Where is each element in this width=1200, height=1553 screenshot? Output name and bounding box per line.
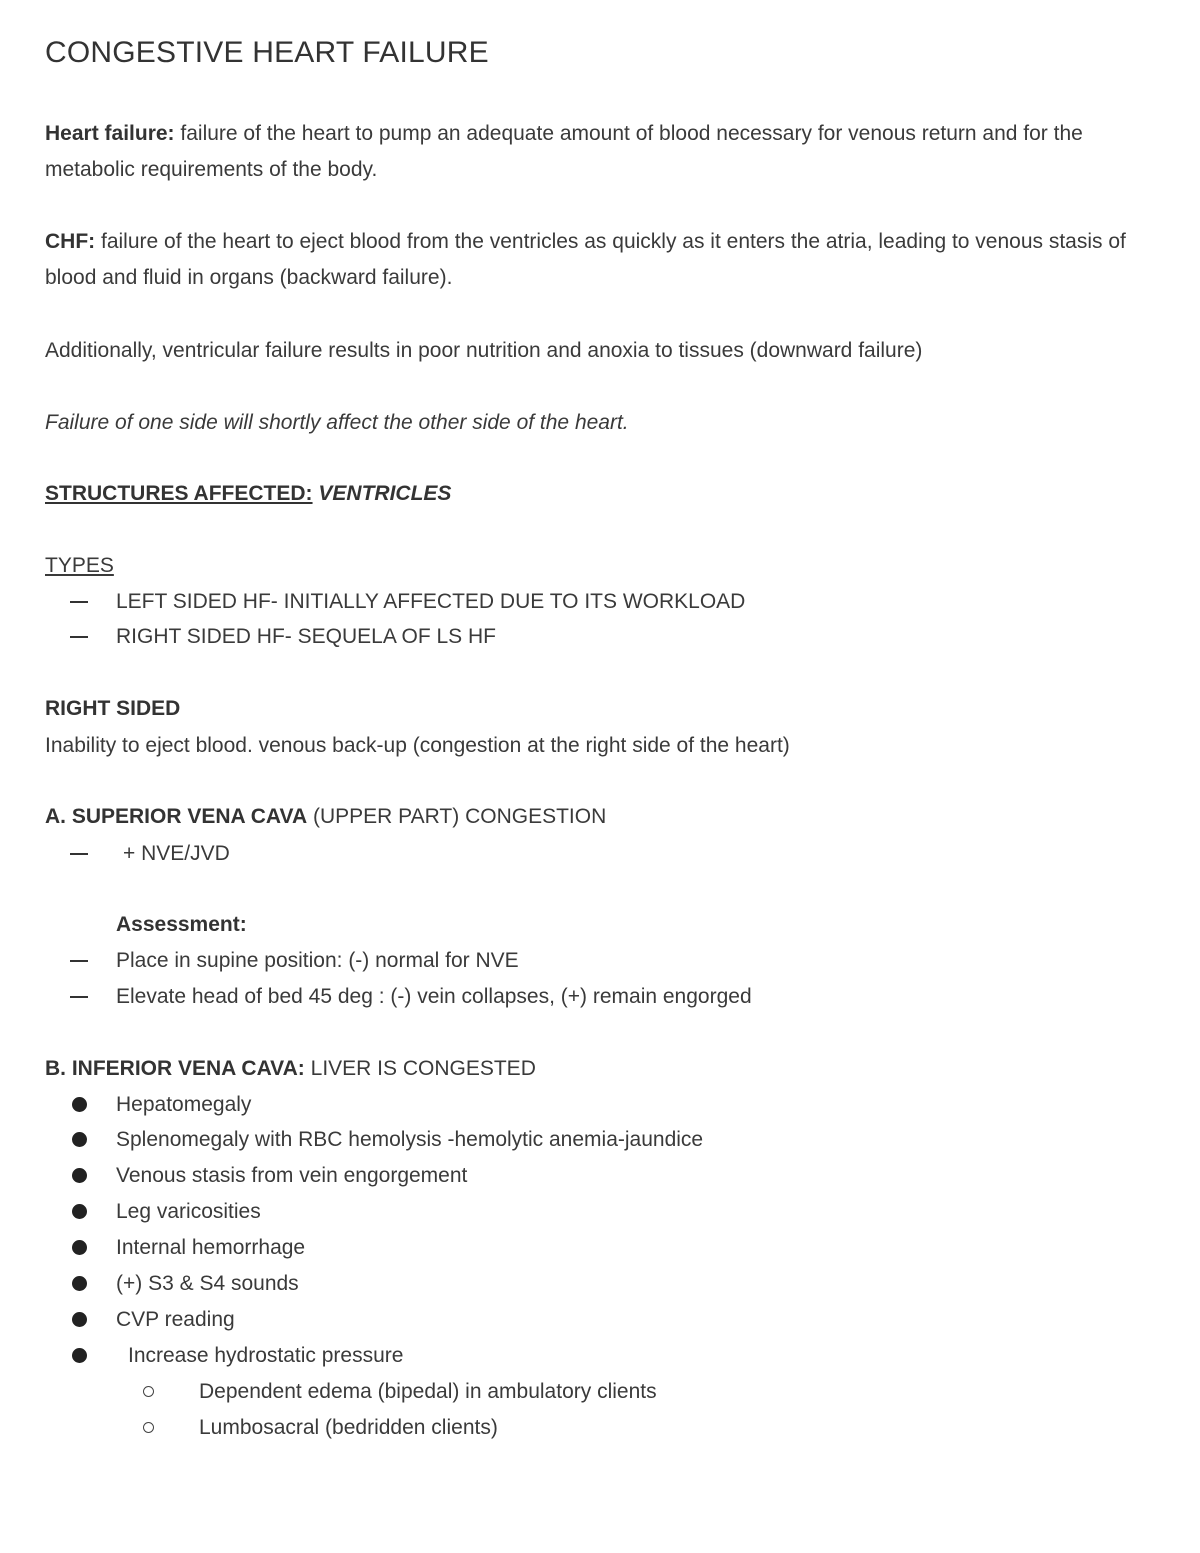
additionally-paragraph: Additionally, ventricular failure results in poor nutrition and anoxia to tissues (downward failure) <box>45 339 923 362</box>
list-item: CVP reading <box>116 1308 235 1331</box>
bullet-icon <box>72 1132 87 1147</box>
circle-bullet-icon <box>143 1386 154 1397</box>
dash-icon <box>70 601 88 603</box>
right-sided-heading: RIGHT SIDED <box>45 697 181 720</box>
list-item: Splenomegaly with RBC hemolysis -hemolytic anemia-jaundice <box>116 1128 704 1151</box>
bullet-icon <box>72 1097 87 1112</box>
dash-icon <box>70 960 88 962</box>
list-item: Increase hydrostatic pressure <box>128 1344 404 1367</box>
section-a-label-rest: (UPPER PART) CONGESTION <box>313 805 607 828</box>
structures-label: STRUCTURES AFFECTED: <box>45 482 313 505</box>
circle-bullet-icon <box>143 1422 154 1433</box>
structures-affected <box>45 479 451 509</box>
section-a-heading <box>45 802 606 832</box>
heart-failure-definition <box>45 116 1150 188</box>
chf-definition <box>45 224 1150 296</box>
dash-icon <box>70 636 88 638</box>
section-b-label-rest: LIVER IS CONGESTED <box>310 1057 536 1080</box>
bullet-icon <box>72 1276 87 1291</box>
section-a-item: + NVE/JVD <box>123 842 230 865</box>
sub-list-item: Dependent edema (bipedal) in ambulatory clients <box>199 1380 657 1403</box>
assessment-heading: Assessment: <box>116 913 247 936</box>
heart-failure-term: Heart failure: <box>45 122 175 145</box>
types-item-right: RIGHT SIDED HF- SEQUELA OF LS HF <box>116 625 497 648</box>
page-title: CONGESTIVE HEART FAILURE <box>45 36 489 69</box>
list-item: Leg varicosities <box>116 1200 261 1223</box>
dash-icon <box>70 996 88 998</box>
list-item: Internal hemorrhage <box>116 1236 306 1259</box>
bullet-icon <box>72 1348 87 1363</box>
right-sided-description: Inability to eject blood. venous back-up (congestion at the right side of the heart) <box>45 734 790 757</box>
bullet-icon <box>72 1312 87 1327</box>
bullet-icon <box>72 1204 87 1219</box>
section-b-label-bold: B. INFERIOR VENA CAVA: <box>45 1057 305 1080</box>
list-item: Venous stasis from vein engorgement <box>116 1164 468 1187</box>
list-item: Hepatomegaly <box>116 1093 252 1116</box>
list-item: (+) S3 & S4 sounds <box>116 1272 299 1295</box>
section-b-heading <box>45 1054 536 1084</box>
dash-icon <box>70 853 88 855</box>
sub-list-item: Lumbosacral (bedridden clients) <box>199 1416 498 1439</box>
bullet-icon <box>72 1240 87 1255</box>
assessment-item-supine: Place in supine position: (-) normal for NVE <box>116 949 519 972</box>
italic-note: Failure of one side will shortly affect the other side of the heart. <box>45 411 629 434</box>
bullet-icon <box>72 1168 87 1183</box>
structures-value: VENTRICLES <box>318 482 452 505</box>
heart-failure-text: failure of the heart to pump an adequate amount of blood necessary for venous return and for the metabolic requirements of the body. <box>45 122 1083 181</box>
chf-text: failure of the heart to eject blood from the ventricles as quickly as it enters the atria, leading to venous stasis of blood and fluid in organs (backward failure). <box>45 230 1126 289</box>
types-item-left: LEFT SIDED HF- INITIALLY AFFECTED DUE TO ITS WORKLOAD <box>116 590 746 613</box>
chf-term: CHF: <box>45 230 96 253</box>
section-a-label-bold: A. SUPERIOR VENA CAVA <box>45 805 308 828</box>
types-heading: TYPES <box>45 554 114 577</box>
assessment-item-elevate: Elevate head of bed 45 deg : (-) vein collapses, (+) remain engorged <box>116 985 752 1008</box>
